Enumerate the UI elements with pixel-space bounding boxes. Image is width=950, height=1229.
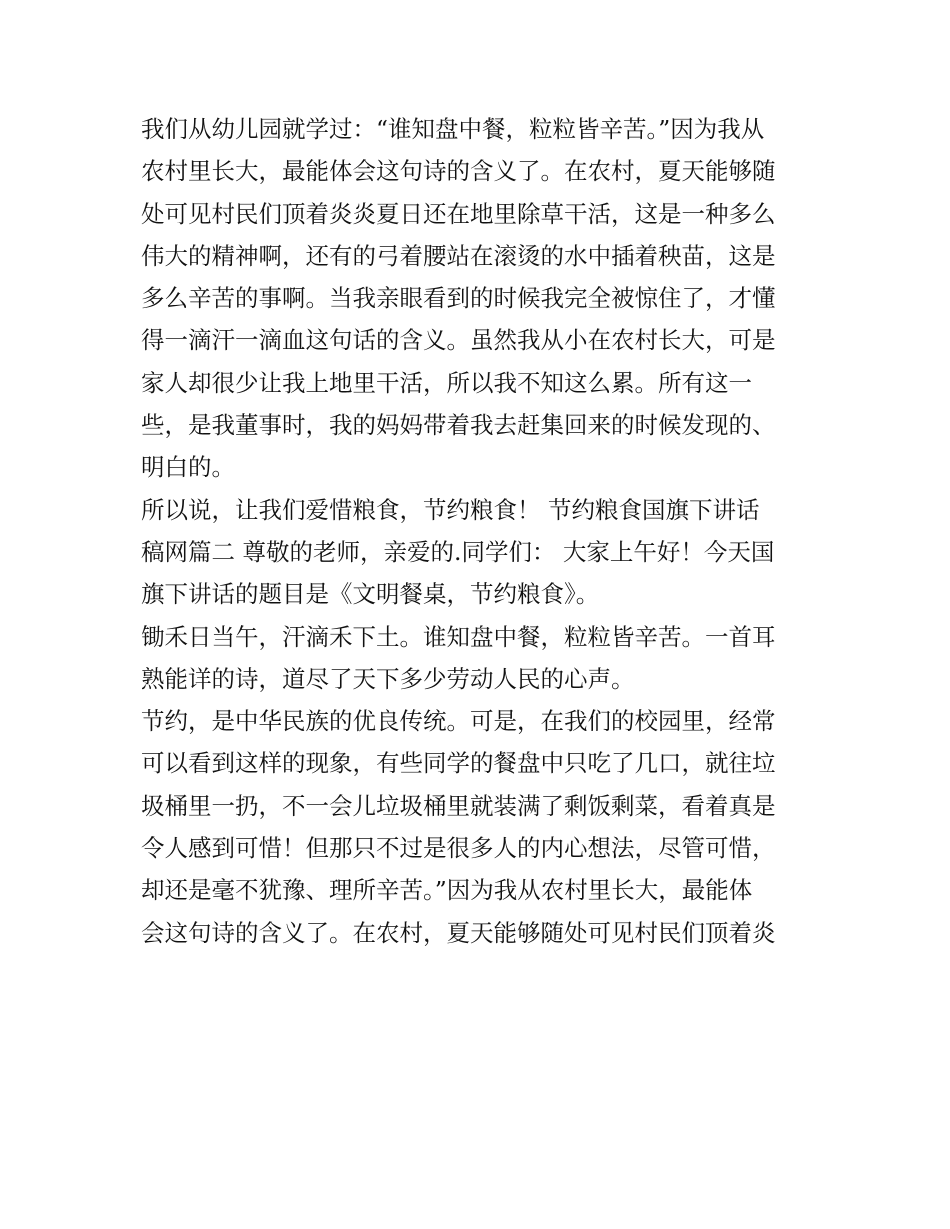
text-line: 却还是毫不犹豫、理所辛苦。”因为我从农村里长大，最能体 (141, 876, 753, 905)
body-text (141, 108, 821, 954)
text-line: 锄禾日当午，汗滴禾下土。谁知盘中餐，粒粒皆辛苦。一首耳 (141, 622, 776, 651)
text-line: 处可见村民们顶着炎炎夏日还在地里除草干活，这是一种多么 (141, 199, 776, 228)
text-line: 旗下讲话的题目是《文明餐桌，节约粮食》。 (141, 580, 600, 609)
text-line: 节约，是中华民族的优良传统。可是，在我们的校园里，经常 (141, 707, 776, 736)
text-line: 令人感到可惜！但那只不过是很多人的内心想法，尽管可惜， (141, 834, 776, 863)
text-line: 熟能详的诗，道尽了天下多少劳动人民的心声。 (141, 664, 635, 693)
text-line: 家人却很少让我上地里干活，所以我不知这么累。所有这一 (141, 368, 752, 397)
text-line: 农村里长大，最能体会这句诗的含义了。在农村，夏天能够随 (141, 157, 776, 186)
text-line: 得一滴汗一滴血这句话的含义。虽然我从小在农村长大，可是 (141, 326, 776, 355)
text-line: 我们从幼儿园就学过：“谁知盘中餐，粒粒皆辛苦。”因为我从 (141, 115, 765, 143)
text-line: 些，是我董事时，我的妈妈带着我去赶集回来的时候发现的、 (141, 411, 776, 440)
text-line: 所以说，让我们爱惜粮食，节约粮食！ 节约粮食国旗下讲话 (141, 495, 760, 524)
text-line: 会这句诗的含义了。在农村，夏天能够随处可见村民们顶着炎 (141, 918, 776, 947)
text-line: 明白的。 (141, 453, 235, 482)
text-line: 多么辛苦的事啊。当我亲眼看到的时候我完全被惊住了，才懂 (141, 284, 776, 313)
text-line: 圾桶里一扔，不一会儿垃圾桶里就装满了剩饭剩菜，看着真是 (141, 791, 776, 820)
text-line: 稿网篇二 尊敬的老师，亲爱的.同学们： 大家上午好！今天国 (141, 537, 775, 566)
text-line: 可以看到这样的现象，有些同学的餐盘中只吃了几口，就往垃 (141, 749, 776, 778)
text-line: 伟大的精神啊，还有的弓着腰站在滚烫的水中插着秧苗，这是 (141, 241, 776, 270)
